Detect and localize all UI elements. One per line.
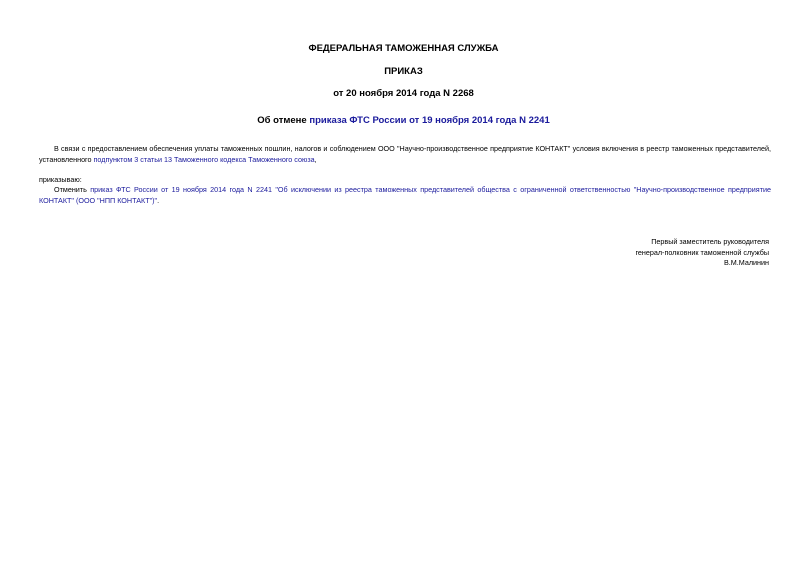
- document-type: ПРИКАЗ: [384, 66, 423, 77]
- document-date: от 20 ноября 2014 года N 2268: [333, 88, 474, 99]
- signature-position: Первый заместитель руководителя: [651, 237, 769, 246]
- paragraph-order-word: приказываю:: [39, 175, 82, 184]
- signature-name: В.М.Малинин: [723, 258, 769, 267]
- document-title: [0, 115, 807, 126]
- signature-block: [635, 237, 769, 269]
- title-link[interactable]: приказа ФТС России от 19 ноября 2014 года N 2241: [309, 115, 550, 126]
- paragraph-preamble: [39, 144, 771, 165]
- operative-end: .: [157, 195, 160, 205]
- agency-name: ФЕДЕРАЛЬНАЯ ТАМОЖЕННАЯ СЛУЖБА: [308, 43, 499, 54]
- preamble-text: В связи с предоставлением обеспечения уплаты таможенных пошлин, налогов и соблюдением ООО "Научно-производственное предприятие КОНТАКТ" условия включения в реестр таможенных представителей, установленного: [39, 144, 771, 164]
- paragraph-operative: [39, 185, 771, 206]
- signature-rank: генерал-полковник таможенной службы: [635, 247, 769, 257]
- operative-prefix: Отменить: [54, 185, 91, 194]
- preamble-end: ,: [314, 154, 317, 164]
- customs-code-link[interactable]: подпунктом 3 статьи 13 Таможенного кодекса Таможенного союза: [93, 154, 315, 164]
- cancelled-order-link[interactable]: приказ ФТС России от 19 ноября 2014 года N 2241 "Об исключении из реестра таможенных представителей общества с ограниченной ответственностью "Научно-производственное предприятие КОНТАКТ" (ООО "НПП КОНТАКТ")": [39, 185, 772, 205]
- title-prefix: Об отмене: [257, 115, 310, 126]
